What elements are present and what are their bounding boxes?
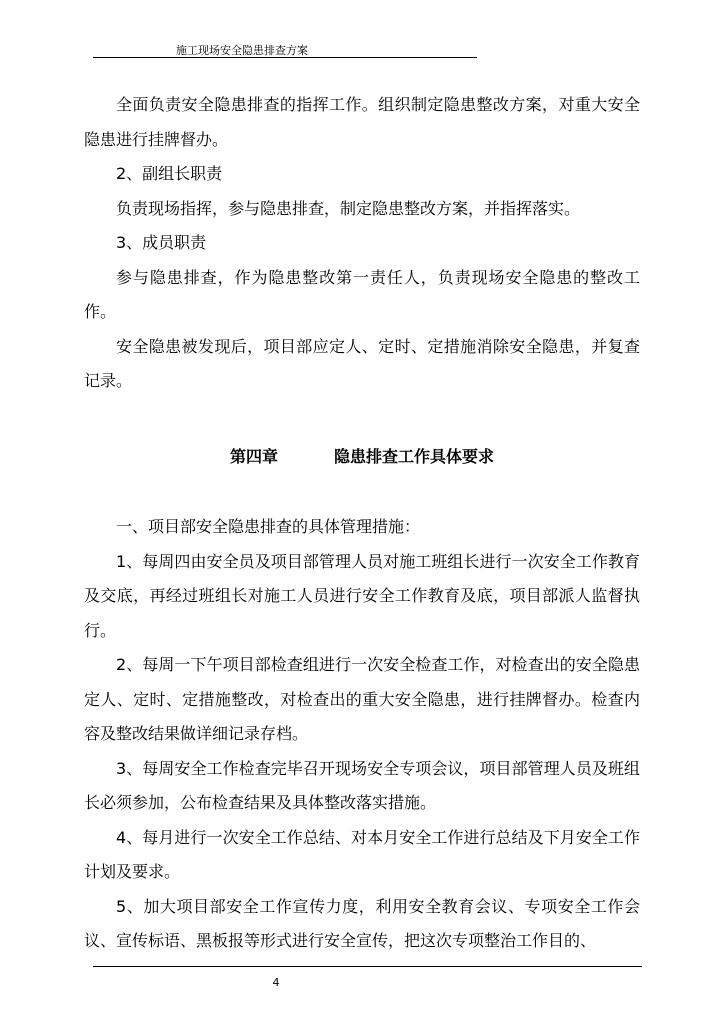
body-paragraph: 负责现场指挥，参与隐患排查，制定隐患整改方案，并指挥落实。 [116,198,581,218]
subsection-heading: 一、项目部安全隐患排查的具体管理措施： [116,517,421,536]
chapter-number: 第四章 [229,446,278,466]
list-item: 3、每周安全工作检查完毕召开现场安全专项会议，项目部管理人员及班组长必须参加，公布检查结果及具体整改落实措施。 [84,758,640,812]
document-body [84,88,640,959]
header-divider [93,57,477,58]
list-item: 4、每月进行一次安全工作总结、对本月安全工作进行总结及下月安全工作计划及要求。 [84,827,640,881]
section-heading-member-duties: 3、成员职责 [116,233,207,252]
body-paragraph: 全面负责安全隐患排查的指挥工作。组织制定隐患整改方案，对重大安全隐患进行挂牌督办。 [84,95,640,149]
section-heading-deputy-leader-duties: 2、副组长职责 [116,164,223,183]
list-item: 5、加大项目部安全工作宣传力度，利用安全教育会议、专项安全工作会议、宣传标语、黑板报等形式进行安全宣传，把这次专项整治工作目的、 [84,896,640,950]
list-item: 1、每周四由安全员及项目部管理人员对施工班组长进行一次安全工作教育及交底，再经过班组长对施工人员进行安全工作教育及底，项目部派人监督执行。 [84,551,640,640]
body-paragraph: 参与隐患排查，作为隐患整改第一责任人，负责现场安全隐患的整改工作。 [84,267,640,321]
chapter-title: 隐患排查工作具体要求 [334,446,495,466]
footer-divider [93,966,642,967]
list-item: 2、每周一下午项目部检查组进行一次安全检查工作，对检查出的安全隐患定人、定时、定措施整改，对检查出的重大安全隐患，进行挂牌督办。检查内容及整改结果做详细记录存档。 [84,655,640,743]
page-header-title: 施工现场安全隐患排查方案 [176,44,308,57]
page-number: 4 [272,976,280,989]
body-paragraph: 安全隐患被发现后，项目部应定人、定时、定措施消除安全隐患，并复查记录。 [84,336,640,390]
chapter-heading [84,440,640,475]
